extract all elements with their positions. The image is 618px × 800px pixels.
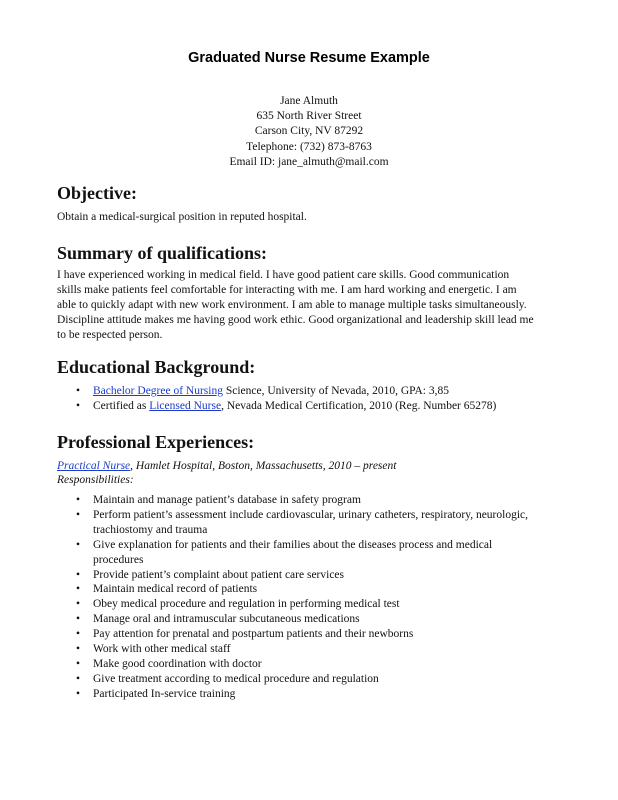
summary-line: I have experienced working in medical field. I have good patient care skills. Good communication bbox=[57, 269, 510, 281]
list-item-text: Participated In-service training bbox=[93, 687, 236, 700]
list-item-text: procedures bbox=[93, 553, 144, 566]
bachelor-degree-link[interactable]: Bachelor Degree of Nursing bbox=[93, 385, 223, 397]
list-item bbox=[76, 627, 528, 642]
list-item-text: Work with other medical staff bbox=[93, 643, 231, 656]
list-item-text: Perform patient’s assessment include cardiovascular, urinary catheters, respiratory, neurologic, bbox=[93, 508, 529, 521]
contact-city: Carson City, NV 87292 bbox=[254, 125, 364, 138]
list-item bbox=[76, 657, 528, 672]
list-item-text: Give treatment according to medical procedure and regulation bbox=[93, 672, 379, 685]
contact-email: Email ID: jane_almuth@mail.com bbox=[229, 155, 389, 168]
summary-heading: Summary of qualifications: bbox=[57, 243, 268, 263]
experience-role-details: , Hamlet Hospital, Boston, Massachusetts, 2010 – present bbox=[130, 460, 397, 472]
list-item bbox=[76, 612, 528, 627]
education-list bbox=[76, 384, 496, 414]
list-item bbox=[76, 399, 496, 414]
objective-text: Obtain a medical-surgical position in reputed hospital. bbox=[57, 211, 307, 223]
responsibilities-label: Responsibilities: bbox=[57, 474, 134, 486]
practical-nurse-link[interactable]: Practical Nurse bbox=[57, 460, 131, 472]
summary-line: skills make patients feel comfortable for interacting with me. I am hard working and energetic. I am bbox=[57, 284, 517, 296]
page-title: Graduated Nurse Resume Example bbox=[188, 50, 430, 66]
list-item-text: , Nevada Medical Certification, 2010 (Reg. Number 65278) bbox=[221, 399, 497, 412]
contact-name: Jane Almuth bbox=[280, 95, 338, 107]
experience-role bbox=[57, 459, 396, 474]
contact-street: 635 North River Street bbox=[256, 110, 362, 123]
list-item bbox=[76, 642, 528, 657]
list-item bbox=[76, 508, 528, 538]
list-item bbox=[76, 582, 528, 597]
summary-line: to be respected person. bbox=[57, 329, 163, 341]
list-item-text: Provide patient’s complaint about patient care services bbox=[93, 568, 345, 581]
list-item-text: Maintain medical record of patients bbox=[93, 583, 258, 596]
experience-heading: Professional Experiences: bbox=[57, 432, 255, 452]
summary-paragraph bbox=[57, 268, 534, 343]
summary-line: able to quickly adapt with new work environment. I am able to manage multiple tasks simultaneously. bbox=[57, 299, 527, 311]
list-item bbox=[76, 493, 528, 508]
list-item-text: Obey medical procedure and regulation in performing medical test bbox=[93, 598, 400, 611]
licensed-nurse-link[interactable]: Licensed Nurse bbox=[149, 399, 222, 412]
list-item-text: Manage oral and intramuscular subcutaneous medications bbox=[93, 613, 360, 626]
list-item bbox=[76, 597, 528, 612]
contact-block bbox=[0, 94, 618, 170]
contact-telephone: Telephone: (732) 873-8763 bbox=[246, 140, 372, 153]
list-item bbox=[76, 568, 528, 583]
list-item bbox=[76, 672, 528, 687]
list-item-text: trachiostomy and trauma bbox=[93, 523, 208, 536]
list-item bbox=[76, 538, 528, 568]
objective-heading: Objective: bbox=[57, 183, 137, 203]
list-item bbox=[76, 687, 528, 702]
responsibilities-list bbox=[76, 493, 528, 702]
list-item bbox=[76, 384, 496, 399]
list-item-text: Science, University of Nevada, 2010, GPA: 3,85 bbox=[222, 385, 449, 397]
list-item-text: Make good coordination with doctor bbox=[93, 657, 262, 670]
education-heading: Educational Background: bbox=[57, 357, 256, 377]
summary-line: Discipline attitude makes me having good work ethic. Good organizational and leadership skill lead me bbox=[57, 314, 534, 326]
list-item-text: Pay attention for prenatal and postpartum patients and their newborns bbox=[93, 628, 414, 641]
list-item-text: Maintain and manage patient’s database in safety program bbox=[93, 494, 361, 506]
list-item-text: Certified as bbox=[93, 399, 150, 412]
list-item-text: Give explanation for patients and their families about the diseases process and medical bbox=[93, 538, 493, 551]
